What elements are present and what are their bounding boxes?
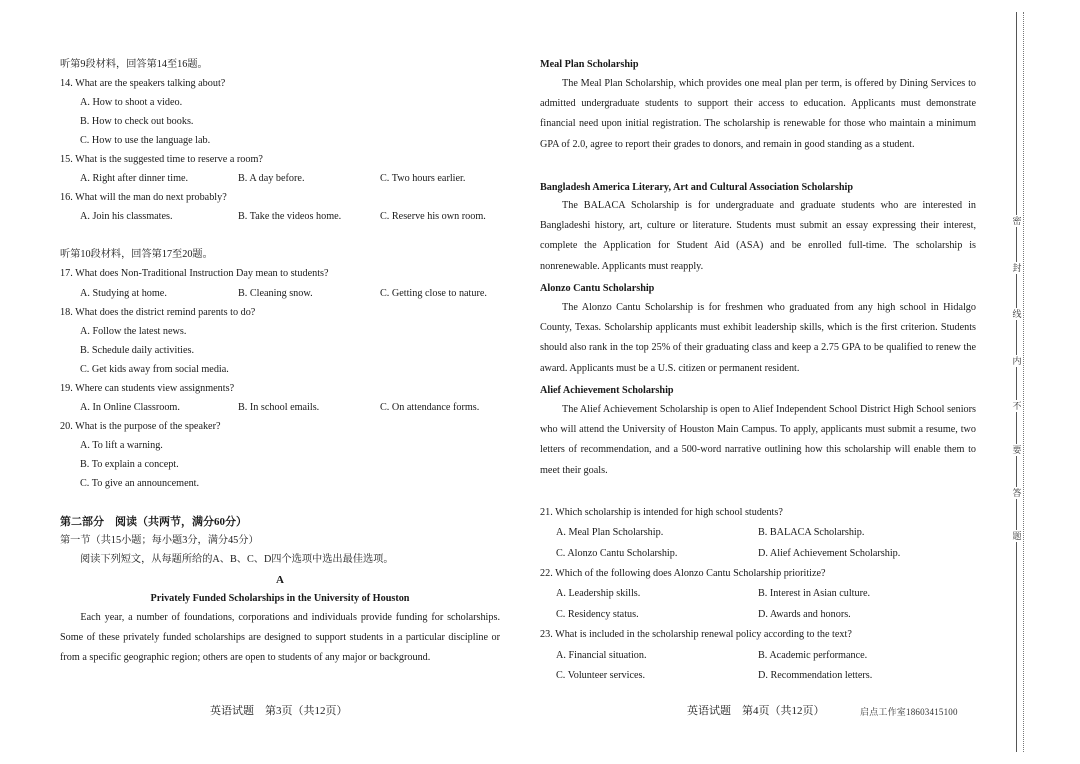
q15-option-c: C. Two hours earlier. (380, 173, 466, 184)
q22-stem: 22. Which of the following does Alonzo Cantu Scholarship prioritize? (540, 568, 826, 579)
q22-option-a: A. Leadership skills. (556, 588, 641, 599)
q23-option-b: B. Academic performance. (758, 650, 868, 661)
meal-plan-heading: Meal Plan Scholarship (540, 59, 639, 70)
q23-stem: 23. What is included in the scholarship renewal policy according to the text? (540, 629, 852, 640)
q23-option-a: A. Financial situation. (556, 650, 647, 661)
studio-watermark: 启点工作室18603415100 (860, 707, 958, 717)
page-footer-left: 英语试题 第3页（共12页） (210, 705, 348, 717)
binding-char-2: 封 (1012, 263, 1022, 273)
q15-option-b: B. A day before. (238, 173, 305, 184)
q16-option-b: B. Take the videos home. (238, 211, 342, 222)
q22-option-c: C. Residency status. (556, 609, 639, 620)
binding-char-1: 密 (1012, 216, 1022, 226)
q14-option-a: A. How to shoot a video. (80, 97, 183, 108)
binding-char-5: 不 (1012, 401, 1022, 411)
right-page (540, 0, 976, 764)
binding-char-6: 要 (1012, 445, 1022, 455)
q19-stem: 19. Where can students view assignments? (60, 383, 235, 394)
passage-letter: A (276, 574, 284, 586)
q15-option-a: A. Right after dinner time. (80, 173, 189, 184)
alonzo-heading: Alonzo Cantu Scholarship (540, 283, 655, 294)
balaca-heading: Bangladesh America Literary, Art and Cultural Association Scholarship (540, 182, 853, 193)
passage-intro: Each year, a number of foundations, corporations and individuals provide funding for scholarships. Some of these privately funded scholarships are designed to support students in a particular discipline or from a specific geographic region; others are open to students of any major or background. (60, 612, 500, 664)
binding-char-4: 内 (1012, 356, 1022, 366)
alief-heading: Alief Achievement Scholarship (540, 385, 674, 396)
q16-stem: 16. What will the man do next probably? (60, 192, 227, 203)
q18-stem: 18. What does the district remind parents to do? (60, 307, 256, 318)
q20-option-a: A. To lift a warning. (80, 440, 163, 451)
q19-option-a: A. In Online Classroom. (80, 402, 180, 413)
q15-stem: 15. What is the suggested time to reserve a room? (60, 154, 263, 165)
q19-option-c: C. On attendance forms. (380, 402, 480, 413)
q21-option-c: C. Alonzo Cantu Scholarship. (556, 548, 678, 559)
meal-plan-text: The Meal Plan Scholarship, which provides one meal plan per term, is offered by Dining Services to admitted undergraduate students to support their access to education. Applicants must demonstrate financial need upon initial registration. The scholarship is renewable for those who maintain a minimum GPA of 2.0, agree to report their grades to donors, and remain in good standing as a student. (540, 78, 976, 150)
q21-option-d: D. Alief Achievement Scholarship. (758, 548, 901, 559)
binding-line (1016, 12, 1017, 752)
q21-option-b: B. BALACA Scholarship. (758, 527, 865, 538)
q19-option-b: B. In school emails. (238, 402, 320, 413)
page-footer-right: 英语试题 第4页（共12页） (687, 705, 825, 717)
passage-title: Privately Funded Scholarships in the University of Houston (150, 593, 410, 604)
binding-char-8: 题 (1012, 531, 1022, 541)
part2-title: 第二部分 阅读（共两节，满分60分） (60, 516, 247, 528)
q20-option-b: B. To explain a concept. (80, 459, 179, 470)
binding-char-3: 线 (1012, 309, 1022, 319)
q18-option-a: A. Follow the latest news. (80, 326, 187, 337)
q17-option-a: A. Studying at home. (80, 288, 167, 299)
section10-intro: 听第10段材料，回答第17至20题。 (60, 249, 213, 260)
q17-option-c: C. Getting close to nature. (380, 288, 487, 299)
reading-instruction: 阅读下列短文，从每题所给的A、B、C、D四个选项中选出最佳选项。 (80, 554, 394, 565)
section9-intro: 听第9段材料，回答第14至16题。 (60, 59, 208, 70)
q23-option-c: C. Volunteer services. (556, 670, 646, 681)
q17-stem: 17. What does Non-Traditional Instruction Day mean to students? (60, 268, 329, 279)
q14-stem: 14. What are the speakers talking about? (60, 78, 226, 89)
binding-char-7: 答 (1012, 488, 1022, 498)
q18-option-c: C. Get kids away from social media. (80, 364, 229, 375)
q18-option-b: B. Schedule daily activities. (80, 345, 195, 356)
q20-option-c: C. To give an announcement. (80, 478, 200, 489)
q22-option-b: B. Interest in Asian culture. (758, 588, 871, 599)
q21-option-a: A. Meal Plan Scholarship. (556, 527, 664, 538)
q14-option-c: C. How to use the language lab. (80, 135, 211, 146)
q22-option-d: D. Awards and honors. (758, 609, 851, 620)
left-page (60, 0, 500, 764)
section1-title: 第一节（共15小题；每小题3分，满分45分） (60, 535, 259, 546)
alief-text: The Alief Achievement Scholarship is open to Alief Independent School District High School seniors who will attend the University of Houston Main Campus. To apply, applicants must submit a resume, two letters of recommendation, and a 500-word narrative outlining how this scholarship will enable them to meet their goals. (540, 404, 976, 476)
q21-stem: 21. Which scholarship is intended for high school students? (540, 507, 783, 518)
q16-option-c: C. Reserve his own room. (380, 211, 486, 222)
q14-option-b: B. How to check out books. (80, 116, 194, 127)
balaca-text: The BALACA Scholarship is for undergraduate and graduate students who are interested in Bangladeshi history, art, culture or literature. Students must submit an essay expressing their interest, complete the Application for Student Aid (ASA) and be enrolled full-time. The scholarship is nonrenewable. Applicants must reapply. (540, 200, 976, 272)
q17-option-b: B. Cleaning snow. (238, 288, 313, 299)
alonzo-text: The Alonzo Cantu Scholarship is for freshmen who graduated from any high school in Hidalgo County, Texas. Scholarship applicants must exhibit leadership skills, which is the first criterion. Students should also rank in the top 25% of their graduating class and keep a 2.75 GPA to be qualified to renew the award. Applicants must be a U.S. citizen or permanent resident. (540, 302, 976, 374)
q20-stem: 20. What is the purpose of the speaker? (60, 421, 221, 432)
q16-option-a: A. Join his classmates. (80, 211, 173, 222)
binding-dotted-line (1023, 12, 1024, 752)
q23-option-d: D. Recommendation letters. (758, 670, 873, 681)
